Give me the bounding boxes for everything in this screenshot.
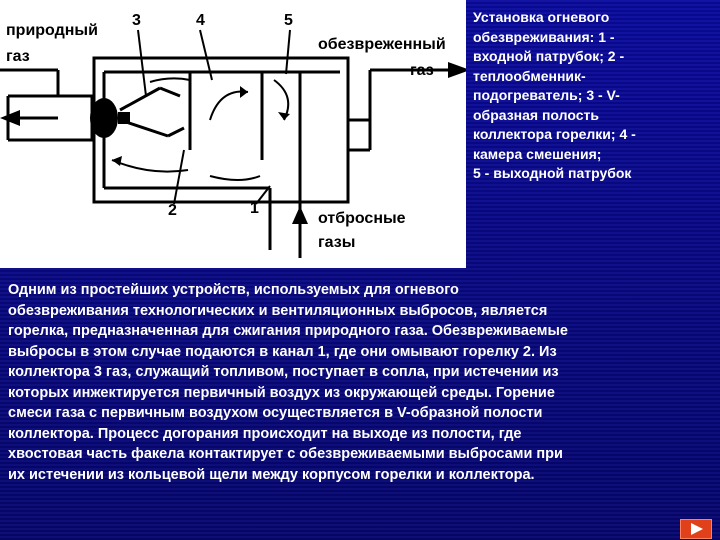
caption-line: 5 - выходной патрубок bbox=[473, 165, 632, 181]
caption-line: подогреватель; 3 - V- bbox=[473, 87, 620, 103]
caption-line: обезвреживания: 1 - bbox=[473, 28, 615, 45]
number-1: 1 bbox=[250, 200, 259, 217]
number-5: 5 bbox=[284, 12, 293, 29]
diagram-caption bbox=[473, 8, 717, 184]
body-line: выбросы в этом случае подаются в канал 1, где они омывают горелку 2. Из bbox=[8, 343, 557, 360]
body-line: смеси газа с первичным воздухом осуществляется в V-образной полости bbox=[8, 405, 543, 421]
caption-line: коллектора горелки; 4 - bbox=[473, 126, 636, 142]
body-line: которых инжектируется первичный воздух из окружающей среды. Горение bbox=[8, 384, 555, 401]
label-neutralized-gas-2: газ bbox=[410, 62, 434, 79]
caption-line: Установка огневого bbox=[473, 9, 610, 25]
diagram-panel bbox=[0, 0, 466, 268]
label-natural-gas: природный bbox=[6, 22, 98, 39]
body-line: коллектора 3 газ, служащий топливом, поступает в сопла, при истечении из bbox=[8, 364, 559, 380]
body-line: хвостовая часть факела контактирует с обезвреживаемыми выбросами при bbox=[8, 446, 563, 462]
caption-line: камера смешения; bbox=[473, 145, 602, 162]
number-4: 4 bbox=[196, 12, 205, 29]
caption-line: образная полость bbox=[473, 106, 599, 123]
body-line: их истечении из кольцевой щели между корпусом горелки и коллектора. bbox=[8, 466, 535, 483]
number-2: 2 bbox=[168, 202, 177, 219]
body-paragraph bbox=[8, 280, 716, 485]
body-line: обезвреживания технологических и вентиляционных выбросов, является bbox=[8, 302, 548, 319]
body-line: Одним из простейших устройств, используемых для огневого bbox=[8, 282, 459, 298]
label-waste-gas: отбросные bbox=[318, 210, 406, 227]
label-waste-gas-2: газы bbox=[318, 234, 356, 251]
play-arrow-icon bbox=[681, 520, 711, 538]
number-3: 3 bbox=[132, 12, 141, 29]
body-line: коллектора. Процесс догорания происходит на выходе из полости, где bbox=[8, 425, 522, 442]
caption-line: теплообменник- bbox=[473, 67, 586, 84]
label-neutralized-gas: обезвреженный bbox=[318, 36, 446, 53]
next-slide-button[interactable] bbox=[680, 519, 712, 539]
label-natural-gas-2: газ bbox=[6, 48, 30, 65]
caption-line: входной патрубок; 2 - bbox=[473, 48, 625, 64]
body-line: горелка, предназначенная для сжигания природного газа. Обезвреживаемые bbox=[8, 323, 568, 339]
